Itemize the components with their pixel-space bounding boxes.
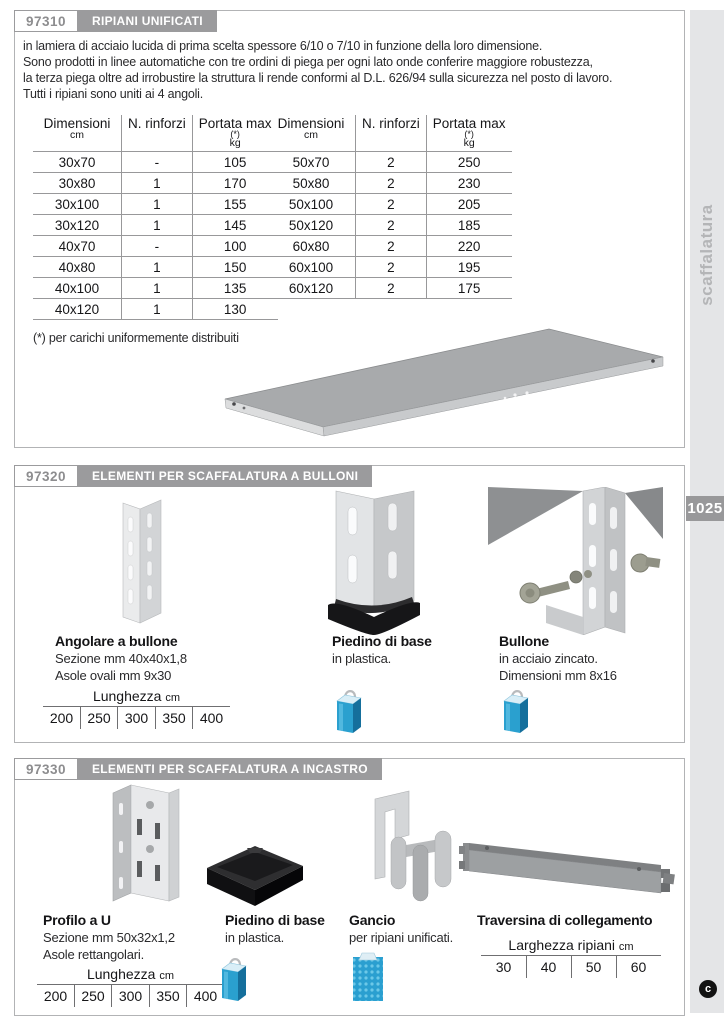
size-option: 60 [616, 956, 661, 978]
table-cell: 50x80 [267, 173, 356, 194]
table-row [267, 236, 512, 257]
table-cell: 150 [192, 257, 277, 278]
section-header [14, 465, 372, 487]
table-row [267, 215, 512, 236]
size-option: 350 [155, 707, 193, 729]
size-option: 300 [117, 707, 155, 729]
capacity-table-right [267, 115, 512, 299]
col-dimensioni: Dimensioni cm [43, 116, 111, 141]
section-title: ELEMENTI PER SCAFFALATURA A BULLONI [78, 465, 372, 487]
table-cell: 2 [356, 173, 427, 194]
package-icon [501, 687, 531, 735]
size-option: 30 [495, 959, 512, 975]
product-name: Gancio [349, 912, 396, 928]
piedino-plastica-image [199, 834, 311, 908]
table-cell: 30x120 [33, 215, 122, 236]
profilo-u-image [107, 781, 185, 908]
table-cell: 1 [122, 257, 193, 278]
table-row [267, 152, 512, 173]
section-ripiani-unificati [14, 10, 685, 448]
table-row [33, 278, 278, 299]
col-portata: Portata max (*) kg [432, 116, 506, 149]
table-cell: 1 [122, 215, 193, 236]
description-line: Sono prodotti in linee automatiche con tre ordini di piega per ogni lato onde conferire maggiore robustezza, [23, 55, 593, 69]
product-line: per ripiani unificati. [349, 930, 453, 945]
lunghezza-table [43, 688, 230, 729]
table-cell: 30x100 [33, 194, 122, 215]
size-option: 250 [80, 707, 118, 729]
size-option: 250 [74, 985, 112, 1007]
table-row [33, 173, 278, 194]
description-line: la terza piega oltre ad irrobustire la struttura li rende conformi al D.L. 626/94 sulla sicurezza nel posto di lavoro. [23, 71, 613, 85]
table-cell: 195 [426, 257, 511, 278]
product-line: in plastica. [225, 930, 285, 945]
lunghezza-table [37, 966, 224, 1007]
table-row [33, 299, 278, 320]
table-cell: 100 [192, 236, 277, 257]
product-name: Traversina di collegamento [477, 912, 653, 928]
product-line: in acciaio zincato. [499, 651, 598, 666]
table-row [267, 278, 512, 299]
traversina-image [459, 831, 681, 905]
table-cell: 50x100 [267, 194, 356, 215]
product-name: Piedino di base [332, 633, 432, 649]
table-row [267, 257, 512, 278]
product-line: Sezione mm 50x32x1,2 [43, 930, 175, 945]
size-option: 200 [49, 710, 74, 726]
table-cell: 170 [192, 173, 277, 194]
piedino-base-image [322, 489, 427, 637]
product-line: in plastica. [332, 651, 392, 666]
chapter-label: scaffalatura [697, 204, 716, 306]
capacity-table-left [33, 115, 278, 320]
size-option: 400 [192, 707, 230, 729]
size-table-caption: Lunghezza cm [37, 966, 224, 985]
table-cell: 1 [122, 194, 193, 215]
col-rinforzi: N. rinforzi [122, 115, 193, 152]
size-values [481, 956, 661, 978]
table-cell: 50x70 [267, 152, 356, 173]
table-cell: 40x100 [33, 278, 122, 299]
package-icon [334, 687, 364, 735]
table-cell: 60x80 [267, 236, 356, 257]
table-header-row [267, 115, 512, 152]
product-line: Asole ovali mm 9x30 [55, 668, 172, 683]
section-title: RIPIANI UNIFICATI [78, 10, 217, 32]
product-name: Bullone [499, 633, 549, 649]
table-cell: 1 [122, 278, 193, 299]
table-row [33, 257, 278, 278]
table-row [33, 215, 278, 236]
section-description [23, 38, 612, 102]
table-cell: 40x120 [33, 299, 122, 320]
table-cell: 60x100 [267, 257, 356, 278]
table-cell: 185 [426, 215, 511, 236]
page-number-badge: 1025 [686, 496, 724, 521]
shelf-panel-image [219, 323, 664, 443]
table-cell: 250 [426, 152, 511, 173]
product-name: Angolare a bullone [55, 633, 178, 649]
table-cell: 60x120 [267, 278, 356, 299]
package-icon [219, 955, 249, 1003]
section-header [14, 10, 217, 32]
table-cell: 230 [426, 173, 511, 194]
larghezza-table [481, 937, 661, 978]
package-bag-icon [351, 951, 385, 1003]
table-cell: 2 [356, 215, 427, 236]
section-elementi-bulloni [14, 465, 685, 743]
table-row [267, 173, 512, 194]
table-cell: - [122, 152, 193, 173]
section-elementi-incastro [14, 758, 685, 1016]
table-cell: 2 [356, 236, 427, 257]
section-code: 97320 [14, 465, 78, 487]
section-header [14, 758, 382, 780]
col-portata: Portata max (*) kg [198, 116, 272, 149]
size-values [43, 707, 230, 729]
angolare-image [113, 491, 173, 631]
col-rinforzi: N. rinforzi [356, 115, 427, 152]
table-footnote: (*) per carichi uniformemente distribuiti [33, 331, 239, 345]
table-cell: 1 [122, 299, 193, 320]
size-option: 300 [111, 985, 149, 1007]
size-option: 40 [526, 956, 571, 978]
table-cell: 2 [356, 257, 427, 278]
section-code: 97330 [14, 758, 78, 780]
gancio-image [359, 785, 459, 905]
brand-logo-icon: c [699, 980, 717, 998]
table-cell: 30x80 [33, 173, 122, 194]
product-name: Profilo a U [43, 912, 111, 928]
size-table-caption: Larghezza ripiani cm [481, 937, 661, 956]
size-option: 350 [149, 985, 187, 1007]
size-option: 200 [43, 988, 68, 1004]
table-cell: 30x70 [33, 152, 122, 173]
table-cell: 145 [192, 215, 277, 236]
section-title: ELEMENTI PER SCAFFALATURA A INCASTRO [78, 758, 382, 780]
section-code: 97310 [14, 10, 78, 32]
description-line: Tutti i ripiani sono uniti ai 4 angoli. [23, 87, 204, 101]
table-cell: 220 [426, 236, 511, 257]
table-row [267, 194, 512, 215]
table-cell: 40x80 [33, 257, 122, 278]
table-cell: 130 [192, 299, 277, 320]
product-line: Asole rettangolari. [43, 947, 144, 962]
table-row [33, 236, 278, 257]
product-line: Sezione mm 40x40x1,8 [55, 651, 187, 666]
table-cell: 2 [356, 194, 427, 215]
product-name: Piedino di base [225, 912, 325, 928]
size-values [37, 985, 224, 1007]
table-header-row [33, 115, 278, 152]
table-cell: 205 [426, 194, 511, 215]
table-cell: 2 [356, 278, 427, 299]
table-row [33, 152, 278, 173]
table-row [33, 194, 278, 215]
table-cell: 105 [192, 152, 277, 173]
table-cell: - [122, 236, 193, 257]
product-line: Dimensioni mm 8x16 [499, 668, 617, 683]
table-cell: 135 [192, 278, 277, 299]
description-line: in lamiera di acciaio lucida di prima scelta spessore 6/10 o 7/10 in funzione della loro dimensione. [23, 39, 543, 53]
table-cell: 40x70 [33, 236, 122, 257]
size-option: 50 [571, 956, 616, 978]
size-option: 400 [186, 985, 224, 1007]
bullone-image [488, 487, 663, 635]
table-cell: 175 [426, 278, 511, 299]
table-cell: 2 [356, 152, 427, 173]
size-table-caption: Lunghezza cm [43, 688, 230, 707]
table-cell: 155 [192, 194, 277, 215]
col-dimensioni: Dimensioni cm [277, 116, 345, 141]
table-cell: 1 [122, 173, 193, 194]
table-cell: 50x120 [267, 215, 356, 236]
